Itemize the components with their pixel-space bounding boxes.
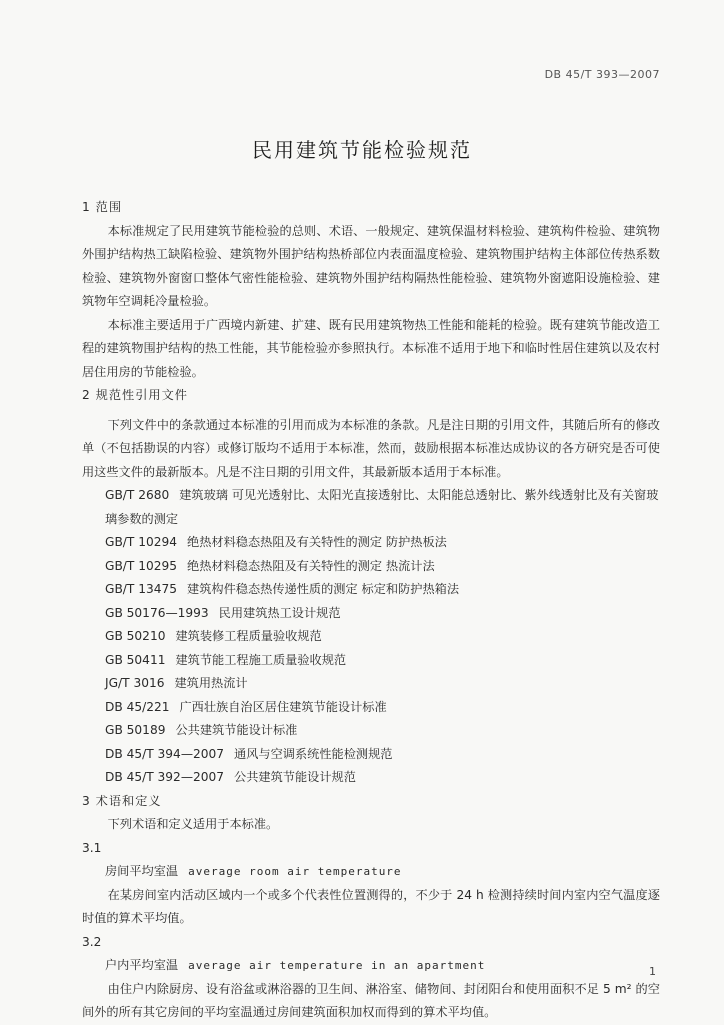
term-name-zh: 房间平均室温 — [105, 864, 179, 878]
reference-code: GB 50411 — [105, 652, 166, 667]
reference-title: 建筑构件稳态热传递性质的测定 标定和防护热箱法 — [187, 582, 460, 596]
reference-item — [82, 672, 660, 696]
reference-code: JG/T 3016 — [105, 676, 165, 690]
reference-item — [82, 649, 660, 673]
term-name-en: average room air temperature — [188, 865, 402, 878]
section-1-paragraph-2: 本标准主要适用于广西境内新建、扩建、既有民用建筑物热工性能和能耗的检验。既有建筑节能改造工程的建筑物围护结构的热工性能，其节能检验亦参照执行。本标准不适用于地下和临时性居住建筑以及农村居住用房的节能检验。 — [82, 317, 660, 379]
document-body — [82, 196, 660, 1025]
reference-code: GB/T 10294 — [105, 535, 178, 549]
section-2-heading: 2 规范性引用文件 — [82, 388, 188, 402]
reference-code: GB 50210 — [105, 629, 166, 643]
reference-item — [82, 602, 660, 626]
reference-code: DB 45/T 392—2007 — [105, 770, 225, 784]
reference-item — [82, 719, 660, 743]
reference-title: 公共建筑节能设计标准 — [175, 723, 298, 737]
reference-item — [82, 531, 660, 555]
reference-code: DB 45/T 394—2007 — [105, 746, 225, 761]
reference-title: 建筑装修工程质量验收规范 — [175, 629, 322, 643]
reference-code: GB 50176—1993 — [105, 605, 209, 620]
reference-title: 建筑玻璃 可见光透射比、太阳光直接透射比、太阳能总透射比、紫外线透射比及有关窗玻璃参数的测定 — [105, 488, 659, 526]
reference-item — [82, 743, 660, 767]
reference-item — [82, 625, 660, 649]
reference-list — [82, 484, 660, 790]
reference-item — [82, 578, 660, 602]
term-heading — [82, 954, 660, 978]
reference-title: 公共建筑节能设计规范 — [234, 770, 356, 784]
reference-title: 通风与空调系统性能检测规范 — [234, 746, 393, 761]
section-3-intro: 下列术语和定义适用于本标准。 — [107, 817, 279, 831]
term-name-en: average air temperature in an apartment — [188, 959, 486, 972]
reference-title: 建筑用热流计 — [174, 676, 248, 690]
term-number: 3.1 — [82, 840, 102, 855]
reference-title: 建筑节能工程施工质量验收规范 — [175, 652, 347, 667]
reference-code: GB/T 10295 — [105, 558, 178, 573]
page-number: 1 — [649, 965, 656, 978]
reference-title: 广西壮族自治区居住建筑节能设计标准 — [179, 699, 387, 714]
reference-item — [82, 696, 660, 720]
section-1-heading: 1 范围 — [82, 200, 123, 214]
reference-item — [82, 555, 660, 579]
reference-code: GB/T 2680 — [105, 488, 170, 502]
reference-title: 绝热材料稳态热阻及有关特性的测定 热流计法 — [187, 558, 435, 573]
reference-code: GB 50189 — [105, 723, 166, 737]
reference-title: 绝热材料稳态热阻及有关特性的测定 防护热板法 — [187, 535, 447, 549]
term-name-zh: 户内平均室温 — [105, 958, 179, 972]
reference-item — [82, 766, 660, 790]
reference-title: 民用建筑热工设计规范 — [218, 605, 341, 620]
reference-code: DB 45/221 — [105, 699, 170, 714]
section-2-intro: 下列文件中的条款通过本标准的引用而成为本标准的条款。凡是注日期的引用文件，其随后所有的修改单（不包括勘误的内容）或修订版均不适用于本标准，然而，鼓励根据本标准达成协议的各方研究是否可使用这些文件的最新版本。凡是不注日期的引用文件，其最新版本适用于本标准。 — [82, 417, 660, 479]
reference-item — [82, 484, 660, 531]
document-code: DB 45/T 393—2007 — [544, 68, 660, 81]
section-1-paragraph-1: 本标准规定了民用建筑节能检验的总则、术语、一般规定、建筑保温材料检验、建筑构件检验、建筑物外围护结构热工缺陷检验、建筑物外围护结构热桥部位内表面温度检验、建筑物围护结构主体部位传热系数检验、建筑物外窗窗口整体气密性能检验、建筑物外围护结构隔热性能检验、建筑物外窗遮阳设施检验、建筑物年空调耗冷量检验。 — [82, 223, 660, 308]
reference-code: GB/T 13475 — [105, 582, 178, 596]
term-definition: 由住户内除厨房、设有浴盆或淋浴器的卫生间、淋浴室、储物间、封闭阳台和使用面积不足 5 m² 的空间外的所有其它房间的平均室温通过房间建筑面积加权而得到的算术平均值。 — [82, 981, 660, 1019]
term-heading — [82, 860, 660, 884]
term-definition: 在某房间室内活动区域内一个或多个代表性位置测得的，不少于 24 h 检测持续时间内室内空气温度逐时值的算术平均值。 — [82, 887, 660, 925]
section-3-heading: 3 术语和定义 — [82, 793, 162, 808]
page-title: 民用建筑节能检验规范 — [252, 138, 472, 162]
term-number: 3.2 — [82, 934, 102, 949]
